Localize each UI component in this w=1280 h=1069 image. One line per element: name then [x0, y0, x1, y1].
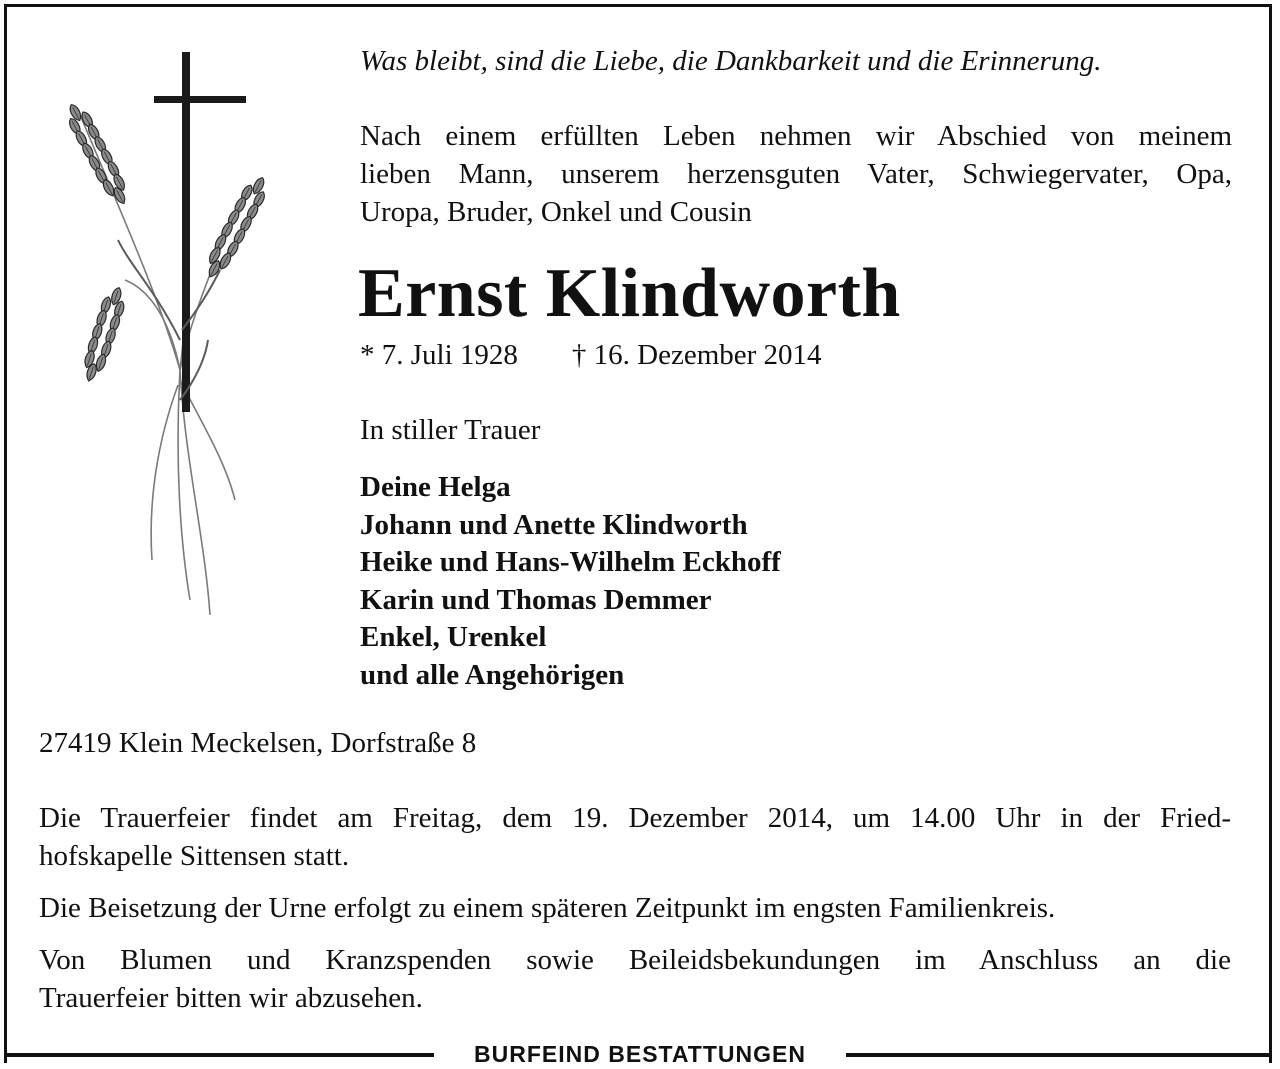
- burial-info: [39, 889, 1231, 927]
- mourner-entry: und alle Angehörigen: [360, 658, 625, 691]
- cross-with-wheat-icon: [30, 40, 270, 625]
- death-date: † 16. Dezember 2014: [571, 339, 822, 371]
- footer-rule-right: [846, 1053, 1272, 1057]
- intro-text: [360, 117, 1232, 231]
- intro-line: lieben Mann, unserem herzensguten Vater, Schwiegervater, Opa,: [360, 158, 1232, 190]
- intro-line: Nach einem erfüllten Leben nehmen wir Abschied von meinem: [360, 120, 1232, 152]
- mourner-entry: Deine Helga: [360, 471, 511, 503]
- mourner-entry: Karin und Thomas Demmer: [360, 583, 712, 616]
- flowers-line: Trauerfeier bitten wir abzusehen.: [39, 982, 423, 1014]
- undertaker-logo: BURFEIND BESTATTUNGEN: [474, 1041, 806, 1067]
- life-dates: [360, 336, 822, 374]
- mourning-phrase: In stiller Trauer: [360, 414, 541, 446]
- mourner-entry: Heike und Hans-Wilhelm Eckhoff: [360, 546, 781, 578]
- funeral-line: hofskapelle Sittensen statt.: [39, 840, 350, 872]
- deceased-name: Ernst Klindworth: [358, 255, 901, 332]
- funeral-info: [39, 799, 1231, 875]
- mourner-entry: Enkel, Urenkel: [360, 621, 547, 653]
- funeral-line: Die Trauerfeier findet am Freitag, dem 19. Dezember 2014, um 14.00 Uhr in der Fried-: [39, 802, 1231, 834]
- mourner-entry: Johann und Anette Klindworth: [360, 508, 748, 541]
- mourners-list: [360, 469, 781, 694]
- footer-rule-left: [6, 1053, 434, 1057]
- burial-line: Die Beisetzung der Urne erfolgt zu einem späteren Zeitpunkt im engsten Familienkreis.: [39, 892, 1056, 924]
- intro-line: Uropa, Bruder, Onkel und Cousin: [360, 196, 752, 228]
- birth-date: * 7. Juli 1928: [360, 339, 518, 371]
- flowers-request: [39, 941, 1231, 1017]
- address: 27419 Klein Meckelsen, Dorfstraße 8: [39, 727, 477, 759]
- flowers-line: Von Blumen und Kranzspenden sowie Beileidsbekundungen im Anschluss an die: [39, 944, 1231, 976]
- motto-line: Was bleibt, sind die Liebe, die Dankbarkeit und die Erinnerung.: [360, 45, 1102, 77]
